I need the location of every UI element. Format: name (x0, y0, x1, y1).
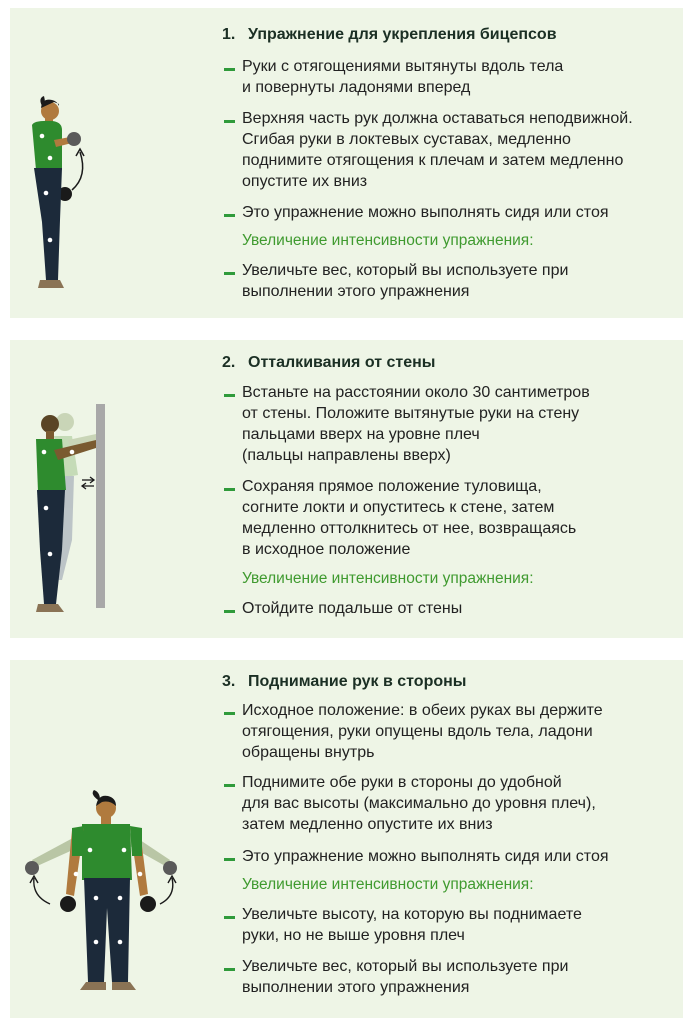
exercise-card-3: 3. Поднимание рук в стороны Исходное положение: в обеих руках вы держите отягощения, руки опущены вдоль тела, ладони обращены внутрь Поднимите обе руки в стороны до удобной для вас высоты (максимально до уровня плеч), затем медленно опустите их вниз Это упражнение можно выполнять сидя или стоя Увеличение интенсивности упражнения: Увеличьте высоту, на которую вы поднимаете руки, но не выше уровня плеч Увеличьте вес, который вы используете при выполнении этого упражнения (10, 660, 683, 1018)
wall-pushup-figure-icon (10, 340, 210, 638)
bullet-dash-icon (224, 968, 235, 971)
bullet-dash-icon (224, 120, 235, 123)
exercise-title: 3. Поднимание рук в стороны (222, 673, 467, 690)
biceps-curl-figure-icon (10, 8, 210, 318)
bullet-dash-icon (224, 68, 235, 71)
exercise-title: 1. Упражнение для укрепления бицепсов (222, 26, 557, 43)
intensity-heading: Увеличение интенсивности упражнения: (242, 232, 534, 249)
intensity-heading: Увеличение интенсивности упражнения: (242, 876, 534, 893)
bullet-dash-icon (224, 214, 235, 217)
bullet-dash-icon (224, 610, 235, 613)
exercise-card-2: 2. Отталкивания от стены Встаньте на расстоянии около 30 сантиметров от стены. Положите вытянутые руки на стену пальцами вверх на уровне плеч (пальцы направлены вверх) Сохраняя прямое положение туловища, согните локти и опуститесь к стене, затем медленно оттолкнитесь от нее, возвращаясь в исходное положение Увеличение интенсивности упражнения: Отойдите подальше от стены (10, 340, 683, 638)
bullet-dash-icon (224, 916, 235, 919)
exercise-title: 2. Отталкивания от стены (222, 354, 436, 371)
bullet-dash-icon (224, 784, 235, 787)
bullet-dash-icon (224, 712, 235, 715)
bullet-dash-icon (224, 394, 235, 397)
bullet-dash-icon (224, 488, 235, 491)
bullet-dash-icon (224, 272, 235, 275)
exercise-card-1: 1. Упражнение для укрепления бицепсов Руки с отягощениями вытянуты вдоль тела и повернуты ладонями вперед Верхняя часть рук должна оставаться неподвижной. Сгибая руки в локтевых суставах, медленно поднимите отягощения к плечам и затем медленно опустите их вниз Это упражнение можно выполнять сидя или стоя Увеличение интенсивности упражнения: Увеличьте вес, который вы используете при выполнении этого упражнения (10, 8, 683, 318)
bullet-dash-icon (224, 858, 235, 861)
intensity-heading: Увеличение интенсивности упражнения: (242, 570, 534, 587)
lateral-raise-figure-icon (10, 660, 210, 1018)
